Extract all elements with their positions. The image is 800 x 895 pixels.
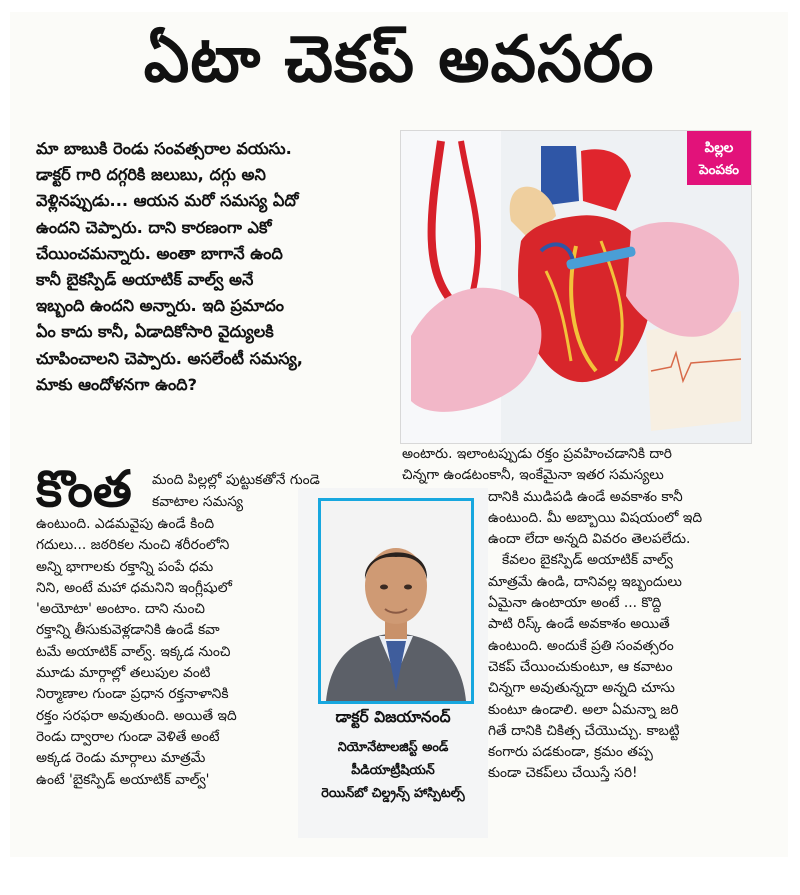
answer-line: రక్తం సరఫరా అవుతుంది. అయితే ఇది	[36, 707, 237, 724]
answer-line: టమే అయాటిక్‌ వాల్వ్‌. ఇక్కడ నుంచి	[36, 643, 231, 660]
answer-line: 'అయోటా' అంటాం. దాని నుంచి	[36, 601, 206, 618]
answer-line: మాత్రమే ఉండి, దానివల్ల ఇబ్బందులు	[488, 573, 682, 590]
answer-line: దానికి ముడిపడి ఉండే అవకాశం కానీ	[488, 488, 683, 505]
question-line: ఏం కాదు కానీ, ఏడాదికోసారి వైద్యులకి	[36, 322, 274, 342]
badge-line: పిల్లల	[704, 140, 734, 156]
question-line: మాకు ఆందోళనగా ఉంది?	[36, 374, 198, 394]
answer-line: కవాటాల సమస్య	[152, 494, 244, 510]
answer-line: ఉంటుంది. మీ అబ్బాయి విషయంలో ఇది	[488, 509, 703, 526]
question-line: ఇబ్బంది ఉందని అన్నారు. ఇది ప్రమాదం	[36, 296, 285, 316]
category-badge	[687, 131, 751, 185]
reader-question	[36, 136, 396, 398]
heart-model-photo	[400, 130, 752, 444]
answer-line: గితే దానికి చికిత్స చేయొచ్చు. కాబట్టి	[488, 722, 680, 739]
question-line: డాక్టర్‌ గారి దగ్గరికి జలుబు, దగ్గు అని	[36, 165, 266, 185]
doctor-name: డాక్టర్‌ విజయానంద్‌	[335, 708, 451, 726]
answer-line: కంగారు పడకుండా, క్రమం తప్ప	[488, 744, 653, 761]
credential-line: రెయిన్‌బో చిల్డ్రన్స్‌ హాస్పిటల్స్‌	[321, 786, 465, 801]
answer-line: ఉంటే 'బైకస్పిడ్‌ అయాటిక్‌ వాల్వ్‌'	[36, 771, 210, 788]
answer-line: కుండా చెకప్‌లు చేయిస్తే సరి!	[488, 765, 638, 782]
newspaper-column	[10, 12, 788, 857]
credential-line: నియోనేటాలజిస్ట్‌ అండ్‌	[337, 740, 449, 755]
answer-line: చెకప్‌ చేయించుకుంటూ, ఆ కవాటం	[488, 658, 673, 675]
answer-line: కేవలం బైకస్పిడ్‌ అయాటిక్‌ వాల్వ్‌	[502, 552, 674, 569]
answer-line: నిర్మాణాల గుండా ప్రధాన రక్తనాళానికి	[36, 686, 229, 703]
answer-line: మూడు మార్గాల్లో తలుపుల వంటి	[36, 665, 211, 682]
question-line: చేయించమన్నారు. అంతా బాగానే ఉంది	[36, 243, 283, 263]
answer-line: మంది పిల్లల్లో పుట్టుకతోనే గుండె	[152, 472, 320, 488]
question-line: మా బాబుకి రెండు సంవత్సరాల వయసు.	[36, 139, 292, 158]
answer-line: రెండు ద్వారాల గుండా వెళితే అంటే	[36, 728, 220, 745]
answer-column-left	[36, 460, 320, 791]
answer-line: చిన్నగా అవుతున్నదా అన్నది చూసు	[488, 680, 675, 697]
answer-line: గదులు... జఠరికల నుంచి శరీరంలోని	[36, 537, 230, 554]
answer-line: పాటి రిస్క్‌ ఉండే అవకాశం అయితే	[488, 616, 670, 633]
answer-line: కుంటూ ఉండాలి. అలా ఏమన్నా జరి	[488, 701, 679, 718]
answer-line: చిన్నగా ఉండటంకానీ, ఇంకేమైనా ఇతర సమస్యలు	[402, 467, 664, 484]
question-line: ఉందని చెప్పారు. దాని కారణంగా ఎకో	[36, 217, 272, 237]
answer-line: అక్కడ రెండు మార్గాలు మాత్రమే	[36, 750, 206, 767]
question-line: వెళ్లినప్పుడు... ఆయన మరో సమస్య ఏదో	[36, 191, 299, 211]
dropcap: కొంత	[36, 460, 132, 518]
answer-line: ఉందా లేదా అన్నది వివరం తెలపలేదు.	[488, 531, 691, 548]
question-line: చూపించాలని చెప్పారు. అసలేంటీ సమస్య,	[36, 348, 303, 368]
question-line: కానీ బైకస్పిడ్‌ అయాటిక్‌ వాల్వ్‌ అనే	[36, 270, 254, 290]
credential-line: పీడియాట్రీషియన్‌	[351, 763, 435, 778]
answer-line: ఉంటుంది. అందుకే ప్రతి సంవత్సరం	[488, 637, 674, 654]
answer-line: అన్ని భాగాలకు రక్తాన్ని పంపే ధమ	[36, 558, 214, 575]
answer-line: నిని, అంటే మహా ధమనిని ఇంగ్లీషులో	[36, 579, 232, 596]
answer-line: ఉంటుంది. ఎడమవైపు ఉండే కింది	[36, 516, 215, 532]
dropcap-block	[36, 460, 320, 518]
answer-line: ఏమైనా ఉంటాయా అంటే ... కొద్ది	[488, 595, 662, 612]
badge-line: పెంపకం	[699, 162, 739, 178]
answer-line: రక్తాన్ని తీసుకువెళ్లడానికి ఉండే కవా	[36, 622, 220, 639]
answer-column-right	[402, 444, 752, 785]
headline: ఏటా చెకప్‌ అవసరం	[143, 23, 655, 97]
answer-line: అంటారు. ఇలాంటప్పుడు రక్తం ప్రవహించడానికి దారి	[402, 446, 672, 462]
